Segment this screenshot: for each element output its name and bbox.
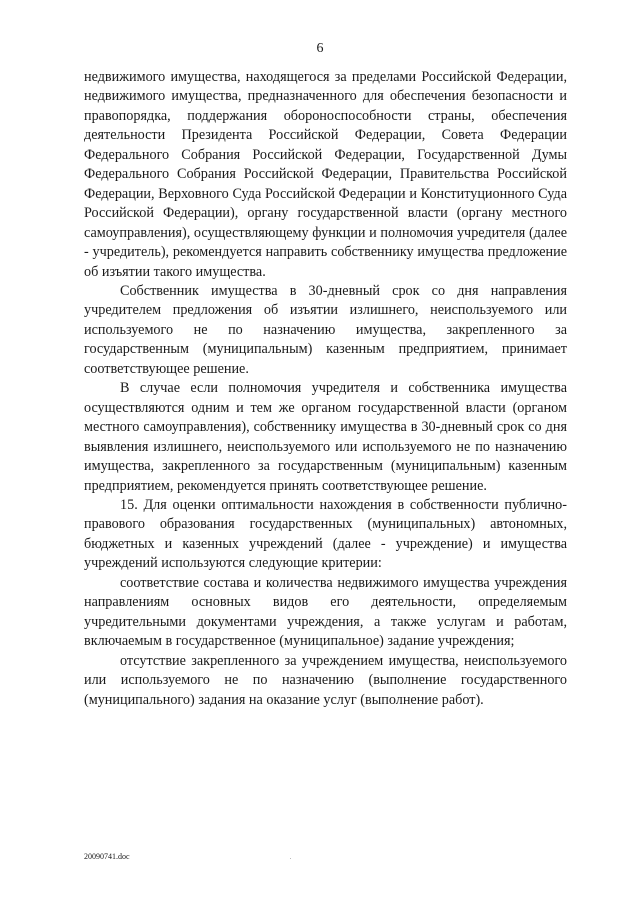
document-body (84, 68, 567, 710)
scan-speck (290, 858, 291, 859)
paragraph-item-15: 15. Для оценки оптимальности нахождения в собственности публично-правового образования государственных (муниципальных) автономных, бюджетных и казенных учреждений (далее - учреждение) и имущества учреждений используются следующие критерии: (84, 496, 567, 572)
paragraph-criterion-composition: соответствие состава и количества недвижимого имущества учреждения направлениям основных видов его деятельности, определяемым учредительными документами учреждения, а также услугам и работам, включаемым в государственное (муниципальное) задание учреждения; (84, 574, 567, 650)
paragraph-criterion-absence: отсутствие закрепленного за учреждением имущества, неиспользуемого или используемого не по назначению (выполнение государственного (муниципального) задания на оказание услуг (выполнение работ). (84, 652, 567, 708)
paragraph-same-authority: В случае если полномочия учредителя и собственника имущества осуществляются одним и тем же органом государственной власти (органом местного самоуправления), собственнику имущества в 30-дневный срок со дня выявления излишнего, неиспользуемого или используемого не по назначению имущества, закрепленного за государственным (муниципальным) казенным предприятием, рекомендуется принять соответствующее решение. (84, 380, 567, 494)
page-number: 6 (316, 41, 324, 56)
paragraph-owner-decision: Собственник имущества в 30-дневный срок со дня направления учредителем предложения об изъятии излишнего, неиспользуемого или используемого не по назначению имущества, закрепленного за государственным (муниципальным) казенным предприятием, принимает соответствующее решение. (84, 282, 567, 377)
paragraph-continuation: недвижимого имущества, находящегося за пределами Российской Федерации, недвижимого имущества, предназначенного для обеспечения безопасности и правопорядка, поддержания обороноспособности страны, обеспечения деятельности Президента Российской Федерации, Совета Федерации Федерального Собрания Российской Федерации, Государственной Думы Федерального Собрания Российской Федерации, Правительства Российской Федерации, Верховного Суда Российской Федерации и Конституционного Суда Российской Федерации), органу государственной власти (органу местного самоуправления), осуществляющему функции и полномочия учредителя (далее - учредитель), рекомендуется направить собственнику имущества предложение об изъятии такого имущества. (84, 69, 567, 280)
footer-document-code: 20090741.doc (84, 852, 130, 861)
